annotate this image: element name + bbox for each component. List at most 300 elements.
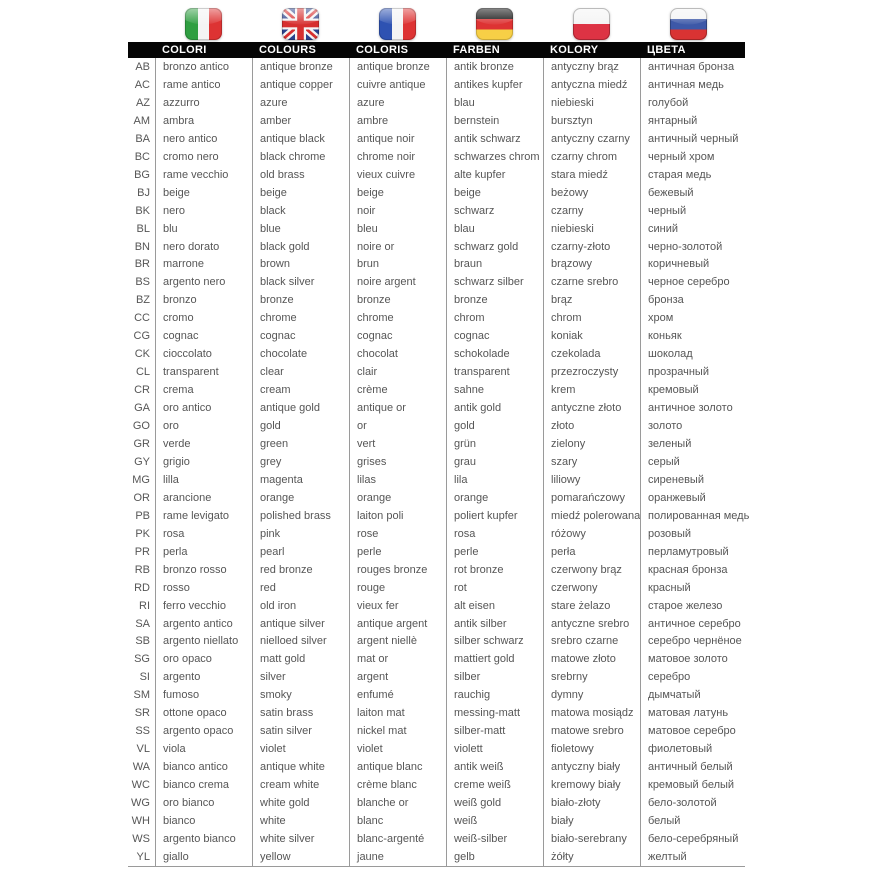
color-name-cell: antyczne srebro	[543, 615, 640, 633]
color-name-cell: rosso	[155, 579, 252, 597]
color-name-cell: niebieski	[543, 220, 640, 238]
color-name-cell: verde	[155, 435, 252, 453]
color-code: WC	[131, 779, 150, 792]
color-name-cell: schwarzes chrom	[446, 148, 543, 166]
color-name-cell: schwarz	[446, 202, 543, 220]
color-name-cell: оранжевый	[640, 489, 745, 507]
table-row	[128, 686, 745, 704]
color-name-cell: blanc	[349, 812, 446, 830]
color-name-cell: mattiert gold	[446, 650, 543, 668]
header-colori: COLORI	[162, 44, 207, 56]
color-name-cell: chrom	[543, 309, 640, 327]
color-name-cell: argento nero	[155, 273, 252, 291]
table-row	[128, 812, 745, 830]
color-name-cell: bronze	[446, 291, 543, 309]
color-code: WA	[132, 761, 150, 774]
color-name-cell: antikes kupfer	[446, 76, 543, 94]
color-name-cell: rot	[446, 579, 543, 597]
color-code: CC	[134, 312, 150, 325]
color-name-cell: black gold	[252, 238, 349, 256]
table-row	[128, 148, 745, 166]
color-name-cell: античное золото	[640, 399, 745, 417]
color-code: CK	[134, 348, 150, 361]
color-code: MG	[132, 473, 150, 486]
color-name-cell: old brass	[252, 166, 349, 184]
color-name-cell: nielloed silver	[252, 633, 349, 651]
color-name-cell: bianco crema	[155, 776, 252, 794]
color-name-cell: grigio	[155, 453, 252, 471]
color-name-cell: nero antico	[155, 130, 252, 148]
color-name-cell: przezroczysty	[543, 363, 640, 381]
color-name-cell: beżowy	[543, 184, 640, 202]
color-name-cell: schwarz gold	[446, 238, 543, 256]
color-name-cell: beige	[155, 184, 252, 202]
color-name-cell: argento	[155, 668, 252, 686]
color-name-cell: srebro czarne	[543, 633, 640, 651]
color-name-cell: rauchig	[446, 686, 543, 704]
color-name-cell: сиреневый	[640, 471, 745, 489]
table-row	[128, 345, 745, 363]
table-row	[128, 202, 745, 220]
color-name-cell: oro	[155, 417, 252, 435]
color-name-cell: matowe srebro	[543, 722, 640, 740]
table-row	[128, 417, 745, 435]
color-name-cell: bronzo antico	[155, 58, 252, 76]
color-name-cell: bursztyn	[543, 112, 640, 130]
color-name-cell: коньяк	[640, 327, 745, 345]
color-name-cell: black chrome	[252, 148, 349, 166]
color-code: GR	[133, 437, 150, 450]
color-name-cell: oro antico	[155, 399, 252, 417]
color-name-cell: orange	[252, 489, 349, 507]
color-name-cell: violet	[252, 740, 349, 758]
color-name-cell: vieux fer	[349, 597, 446, 615]
table-row	[128, 399, 745, 417]
color-name-cell: silber	[446, 668, 543, 686]
color-name-cell: czarny chrom	[543, 148, 640, 166]
color-name-cell: satin brass	[252, 704, 349, 722]
table-row	[128, 381, 745, 399]
table-row	[128, 561, 745, 579]
color-name-cell: argento bianco	[155, 830, 252, 848]
color-name-cell: argent	[349, 668, 446, 686]
table-row	[128, 704, 745, 722]
table-row	[128, 722, 745, 740]
color-name-cell: зеленый	[640, 435, 745, 453]
table-row	[128, 220, 745, 238]
color-name-cell: antique silver	[252, 615, 349, 633]
color-code: AM	[133, 114, 150, 127]
color-name-cell: laiton poli	[349, 507, 446, 525]
table-row	[128, 525, 745, 543]
color-name-cell: grün	[446, 435, 543, 453]
table-row	[128, 776, 745, 794]
color-code: RI	[139, 599, 150, 612]
color-name-cell: grey	[252, 453, 349, 471]
color-name-cell: giallo	[155, 848, 252, 866]
color-code: OR	[133, 491, 150, 504]
color-name-cell: cognac	[155, 327, 252, 345]
color-name-cell: chrom	[446, 309, 543, 327]
color-name-cell: creme weiß	[446, 776, 543, 794]
color-name-cell: черный	[640, 202, 745, 220]
color-name-cell: cognac	[252, 327, 349, 345]
color-name-cell: marrone	[155, 255, 252, 273]
color-name-cell: satin silver	[252, 722, 349, 740]
color-code: PR	[134, 545, 150, 558]
color-name-cell: crema	[155, 381, 252, 399]
italy-flag	[185, 8, 222, 40]
table-row	[128, 471, 745, 489]
color-code: AZ	[135, 96, 150, 109]
color-name-cell: fioletowy	[543, 740, 640, 758]
header-farben: FARBEN	[453, 44, 501, 56]
color-code: BC	[134, 150, 150, 163]
color-name-cell: ferro vecchio	[155, 597, 252, 615]
table-row	[128, 543, 745, 561]
color-name-cell: brązowy	[543, 255, 640, 273]
color-code: SR	[134, 707, 150, 720]
color-name-cell: antyczna miedź	[543, 76, 640, 94]
color-name-cell: голубой	[640, 94, 745, 112]
color-name-cell: magenta	[252, 471, 349, 489]
header-colours: COLOURS	[259, 44, 317, 56]
color-name-cell: grises	[349, 453, 446, 471]
color-code: GO	[132, 420, 150, 433]
color-name-cell: gold	[252, 417, 349, 435]
table-row	[128, 184, 745, 202]
table-row	[128, 650, 745, 668]
table-row	[128, 579, 745, 597]
color-name-cell: старая медь	[640, 166, 745, 184]
color-code: GY	[134, 455, 150, 468]
color-name-cell: ambre	[349, 112, 446, 130]
color-name-cell: cognac	[446, 327, 543, 345]
color-code: BS	[135, 276, 150, 289]
color-name-cell: cream white	[252, 776, 349, 794]
color-name-cell: azure	[349, 94, 446, 112]
color-name-cell: crème	[349, 381, 446, 399]
color-name-cell: cioccolato	[155, 345, 252, 363]
color-name-cell: матовая латунь	[640, 704, 745, 722]
color-name-cell: silber-matt	[446, 722, 543, 740]
color-name-cell: античный белый	[640, 758, 745, 776]
color-name-cell: бежевый	[640, 184, 745, 202]
color-name-cell: brun	[349, 255, 446, 273]
color-name-cell: бело-серебряный	[640, 830, 745, 848]
color-name-cell: белый	[640, 812, 745, 830]
color-name-cell: серебро	[640, 668, 745, 686]
color-name-cell: red bronze	[252, 561, 349, 579]
color-code: BK	[135, 204, 150, 217]
color-name-cell: antik gold	[446, 399, 543, 417]
table-row	[128, 489, 745, 507]
color-name-cell: vieux cuivre	[349, 166, 446, 184]
color-name-cell: argent niellè	[349, 633, 446, 651]
table-row	[128, 112, 745, 130]
color-name-cell: blanche or	[349, 794, 446, 812]
color-name-cell: kremowy biały	[543, 776, 640, 794]
color-code: YL	[136, 850, 150, 863]
table-row	[128, 453, 745, 471]
color-name-cell: czarne srebro	[543, 273, 640, 291]
table-row	[128, 130, 745, 148]
table-row	[128, 309, 745, 327]
color-code: BA	[135, 132, 150, 145]
color-code: PB	[135, 509, 150, 522]
color-name-cell: bianco antico	[155, 758, 252, 776]
color-name-cell: grau	[446, 453, 543, 471]
color-code: GA	[134, 402, 150, 415]
color-name-cell: silber schwarz	[446, 633, 543, 651]
color-name-cell: szary	[543, 453, 640, 471]
color-name-cell: orange	[349, 489, 446, 507]
color-code: WG	[131, 797, 150, 810]
table-row	[128, 58, 745, 76]
table-row	[128, 615, 745, 633]
color-name-cell: cream	[252, 381, 349, 399]
uk-flag	[282, 8, 319, 40]
color-name-cell: ottone opaco	[155, 704, 252, 722]
color-name-cell: bronzo rosso	[155, 561, 252, 579]
table-row	[128, 633, 745, 651]
color-name-cell: antik schwarz	[446, 130, 543, 148]
color-name-cell: braun	[446, 255, 543, 273]
color-name-cell: laiton mat	[349, 704, 446, 722]
color-code: SB	[135, 635, 150, 648]
header-coloris: COLORIS	[356, 44, 409, 56]
color-name-cell: pomarańczowy	[543, 489, 640, 507]
color-code: BN	[134, 240, 150, 253]
color-code: PK	[135, 527, 150, 540]
color-code: SS	[135, 725, 150, 738]
color-name-cell: перламутровый	[640, 543, 745, 561]
color-name-cell: antique bronze	[252, 58, 349, 76]
color-name-cell: blau	[446, 94, 543, 112]
color-name-cell: matt gold	[252, 650, 349, 668]
color-name-cell: perle	[446, 543, 543, 561]
color-name-cell: weiß-silber	[446, 830, 543, 848]
color-name-cell: liliowy	[543, 471, 640, 489]
table-row	[128, 597, 745, 615]
color-name-cell: blau	[446, 220, 543, 238]
color-name-cell: antik weiß	[446, 758, 543, 776]
table-row	[128, 668, 745, 686]
table-row	[128, 327, 745, 345]
header-kolory: KOLORY	[550, 44, 599, 56]
color-name-cell: or	[349, 417, 446, 435]
color-name-cell: polished brass	[252, 507, 349, 525]
color-name-cell: фиолетовый	[640, 740, 745, 758]
color-name-cell: argento antico	[155, 615, 252, 633]
color-name-cell: antyczny biały	[543, 758, 640, 776]
color-name-cell: nickel mat	[349, 722, 446, 740]
table-row	[128, 435, 745, 453]
color-name-cell: clear	[252, 363, 349, 381]
table-row	[128, 166, 745, 184]
germany-flag	[476, 8, 513, 40]
color-code: RD	[134, 581, 150, 594]
color-name-cell: rouge	[349, 579, 446, 597]
color-code: AB	[135, 60, 150, 73]
color-name-cell: stara miedź	[543, 166, 640, 184]
color-code: VL	[136, 743, 150, 756]
color-name-cell: poliert kupfer	[446, 507, 543, 525]
color-code: CG	[133, 330, 150, 343]
color-name-cell: jaune	[349, 848, 446, 866]
color-name-cell: niebieski	[543, 94, 640, 112]
table-row	[128, 758, 745, 776]
color-name-cell: arancione	[155, 489, 252, 507]
color-name-cell: античный черный	[640, 130, 745, 148]
color-name-cell: mat or	[349, 650, 446, 668]
color-name-cell: alte kupfer	[446, 166, 543, 184]
table-rows	[128, 58, 750, 867]
color-name-cell: weiß	[446, 812, 543, 830]
color-name-cell: серебро чернёное	[640, 633, 745, 651]
color-name-cell: azzurro	[155, 94, 252, 112]
color-code: SA	[135, 617, 150, 630]
color-name-cell: red	[252, 579, 349, 597]
color-code: RB	[134, 563, 150, 576]
table-row	[128, 794, 745, 812]
color-name-cell: красная бронза	[640, 561, 745, 579]
color-name-cell: perle	[349, 543, 446, 561]
color-name-cell: хром	[640, 309, 745, 327]
color-name-cell: cromo	[155, 309, 252, 327]
color-name-cell: amber	[252, 112, 349, 130]
color-name-cell: bronze	[252, 291, 349, 309]
table-row	[128, 830, 745, 848]
color-name-cell: rame vecchio	[155, 166, 252, 184]
color-name-cell: chocolat	[349, 345, 446, 363]
color-name-cell: antique noir	[349, 130, 446, 148]
color-name-cell: oro bianco	[155, 794, 252, 812]
color-name-cell: rosa	[446, 525, 543, 543]
color-name-cell: матовое серебро	[640, 722, 745, 740]
color-name-cell: white	[252, 812, 349, 830]
color-name-cell: crème blanc	[349, 776, 446, 794]
color-name-cell: antique black	[252, 130, 349, 148]
color-name-cell: argento opaco	[155, 722, 252, 740]
color-name-cell: rouges bronze	[349, 561, 446, 579]
color-name-cell: золото	[640, 417, 745, 435]
color-name-cell: enfumé	[349, 686, 446, 704]
color-name-cell: chrome	[349, 309, 446, 327]
color-code: AC	[134, 78, 150, 91]
color-name-cell: azure	[252, 94, 349, 112]
color-name-cell: nero	[155, 202, 252, 220]
color-name-cell: black	[252, 202, 349, 220]
color-name-cell: transparent	[155, 363, 252, 381]
color-code: BL	[136, 222, 150, 235]
color-name-cell: perla	[155, 543, 252, 561]
table-row	[128, 363, 745, 381]
color-name-cell: krem	[543, 381, 640, 399]
color-name-cell: matowe złoto	[543, 650, 640, 668]
color-code: BJ	[137, 186, 150, 199]
color-name-cell: blu	[155, 220, 252, 238]
color-name-cell: rose	[349, 525, 446, 543]
color-name-cell: clair	[349, 363, 446, 381]
color-name-cell: bronzo	[155, 291, 252, 309]
color-name-cell: antique gold	[252, 399, 349, 417]
color-name-cell: янтарный	[640, 112, 745, 130]
color-name-cell: noir	[349, 202, 446, 220]
table-row	[128, 255, 745, 273]
table-row	[128, 94, 745, 112]
color-name-cell: шоколад	[640, 345, 745, 363]
color-name-cell: old iron	[252, 597, 349, 615]
color-name-cell: chocolate	[252, 345, 349, 363]
color-name-cell: rot bronze	[446, 561, 543, 579]
color-name-cell: złoto	[543, 417, 640, 435]
header-cveta: ЦВЕТА	[647, 44, 686, 56]
color-name-cell: blanc-argenté	[349, 830, 446, 848]
color-code: SG	[134, 653, 150, 666]
color-name-cell: czerwony	[543, 579, 640, 597]
color-name-cell: stare żelazo	[543, 597, 640, 615]
color-name-cell: brąz	[543, 291, 640, 309]
color-name-cell: antique bronze	[349, 58, 446, 76]
color-name-cell: розовый	[640, 525, 745, 543]
color-name-cell: srebrny	[543, 668, 640, 686]
color-name-cell: white silver	[252, 830, 349, 848]
color-name-cell: weiß gold	[446, 794, 543, 812]
color-name-cell: black silver	[252, 273, 349, 291]
color-name-cell: кремовый	[640, 381, 745, 399]
color-name-cell: lila	[446, 471, 543, 489]
color-name-cell: noire or	[349, 238, 446, 256]
table-row	[128, 273, 745, 291]
color-name-cell: schwarz silber	[446, 273, 543, 291]
color-name-cell: красный	[640, 579, 745, 597]
color-name-cell: schokolade	[446, 345, 543, 363]
color-name-cell: orange	[446, 489, 543, 507]
color-name-cell: antique blanc	[349, 758, 446, 776]
color-name-cell: beige	[446, 184, 543, 202]
color-name-cell: biało-serebrany	[543, 830, 640, 848]
color-name-cell: messing-matt	[446, 704, 543, 722]
color-code: SM	[133, 689, 150, 702]
color-name-cell: antik silber	[446, 615, 543, 633]
color-name-cell: коричневый	[640, 255, 745, 273]
color-name-cell: lilla	[155, 471, 252, 489]
color-name-cell: antique white	[252, 758, 349, 776]
color-name-cell: blue	[252, 220, 349, 238]
color-name-cell: chrome	[252, 309, 349, 327]
color-code: BR	[134, 258, 150, 271]
color-code: BG	[134, 168, 150, 181]
color-name-cell: silver	[252, 668, 349, 686]
color-name-cell: cromo nero	[155, 148, 252, 166]
color-name-cell: antyczny brąz	[543, 58, 640, 76]
color-name-cell: rame levigato	[155, 507, 252, 525]
color-name-cell: lilas	[349, 471, 446, 489]
color-name-cell: бронза	[640, 291, 745, 309]
color-name-cell: koniak	[543, 327, 640, 345]
color-name-cell: nero dorato	[155, 238, 252, 256]
table-header-bar	[128, 42, 745, 58]
color-name-cell: sahne	[446, 381, 543, 399]
color-name-cell: biało-złoty	[543, 794, 640, 812]
color-code: CL	[135, 366, 150, 379]
color-name-cell: синий	[640, 220, 745, 238]
table-row	[128, 291, 745, 309]
color-name-cell: ambra	[155, 112, 252, 130]
poland-flag	[573, 8, 610, 40]
color-name-cell: antique copper	[252, 76, 349, 94]
